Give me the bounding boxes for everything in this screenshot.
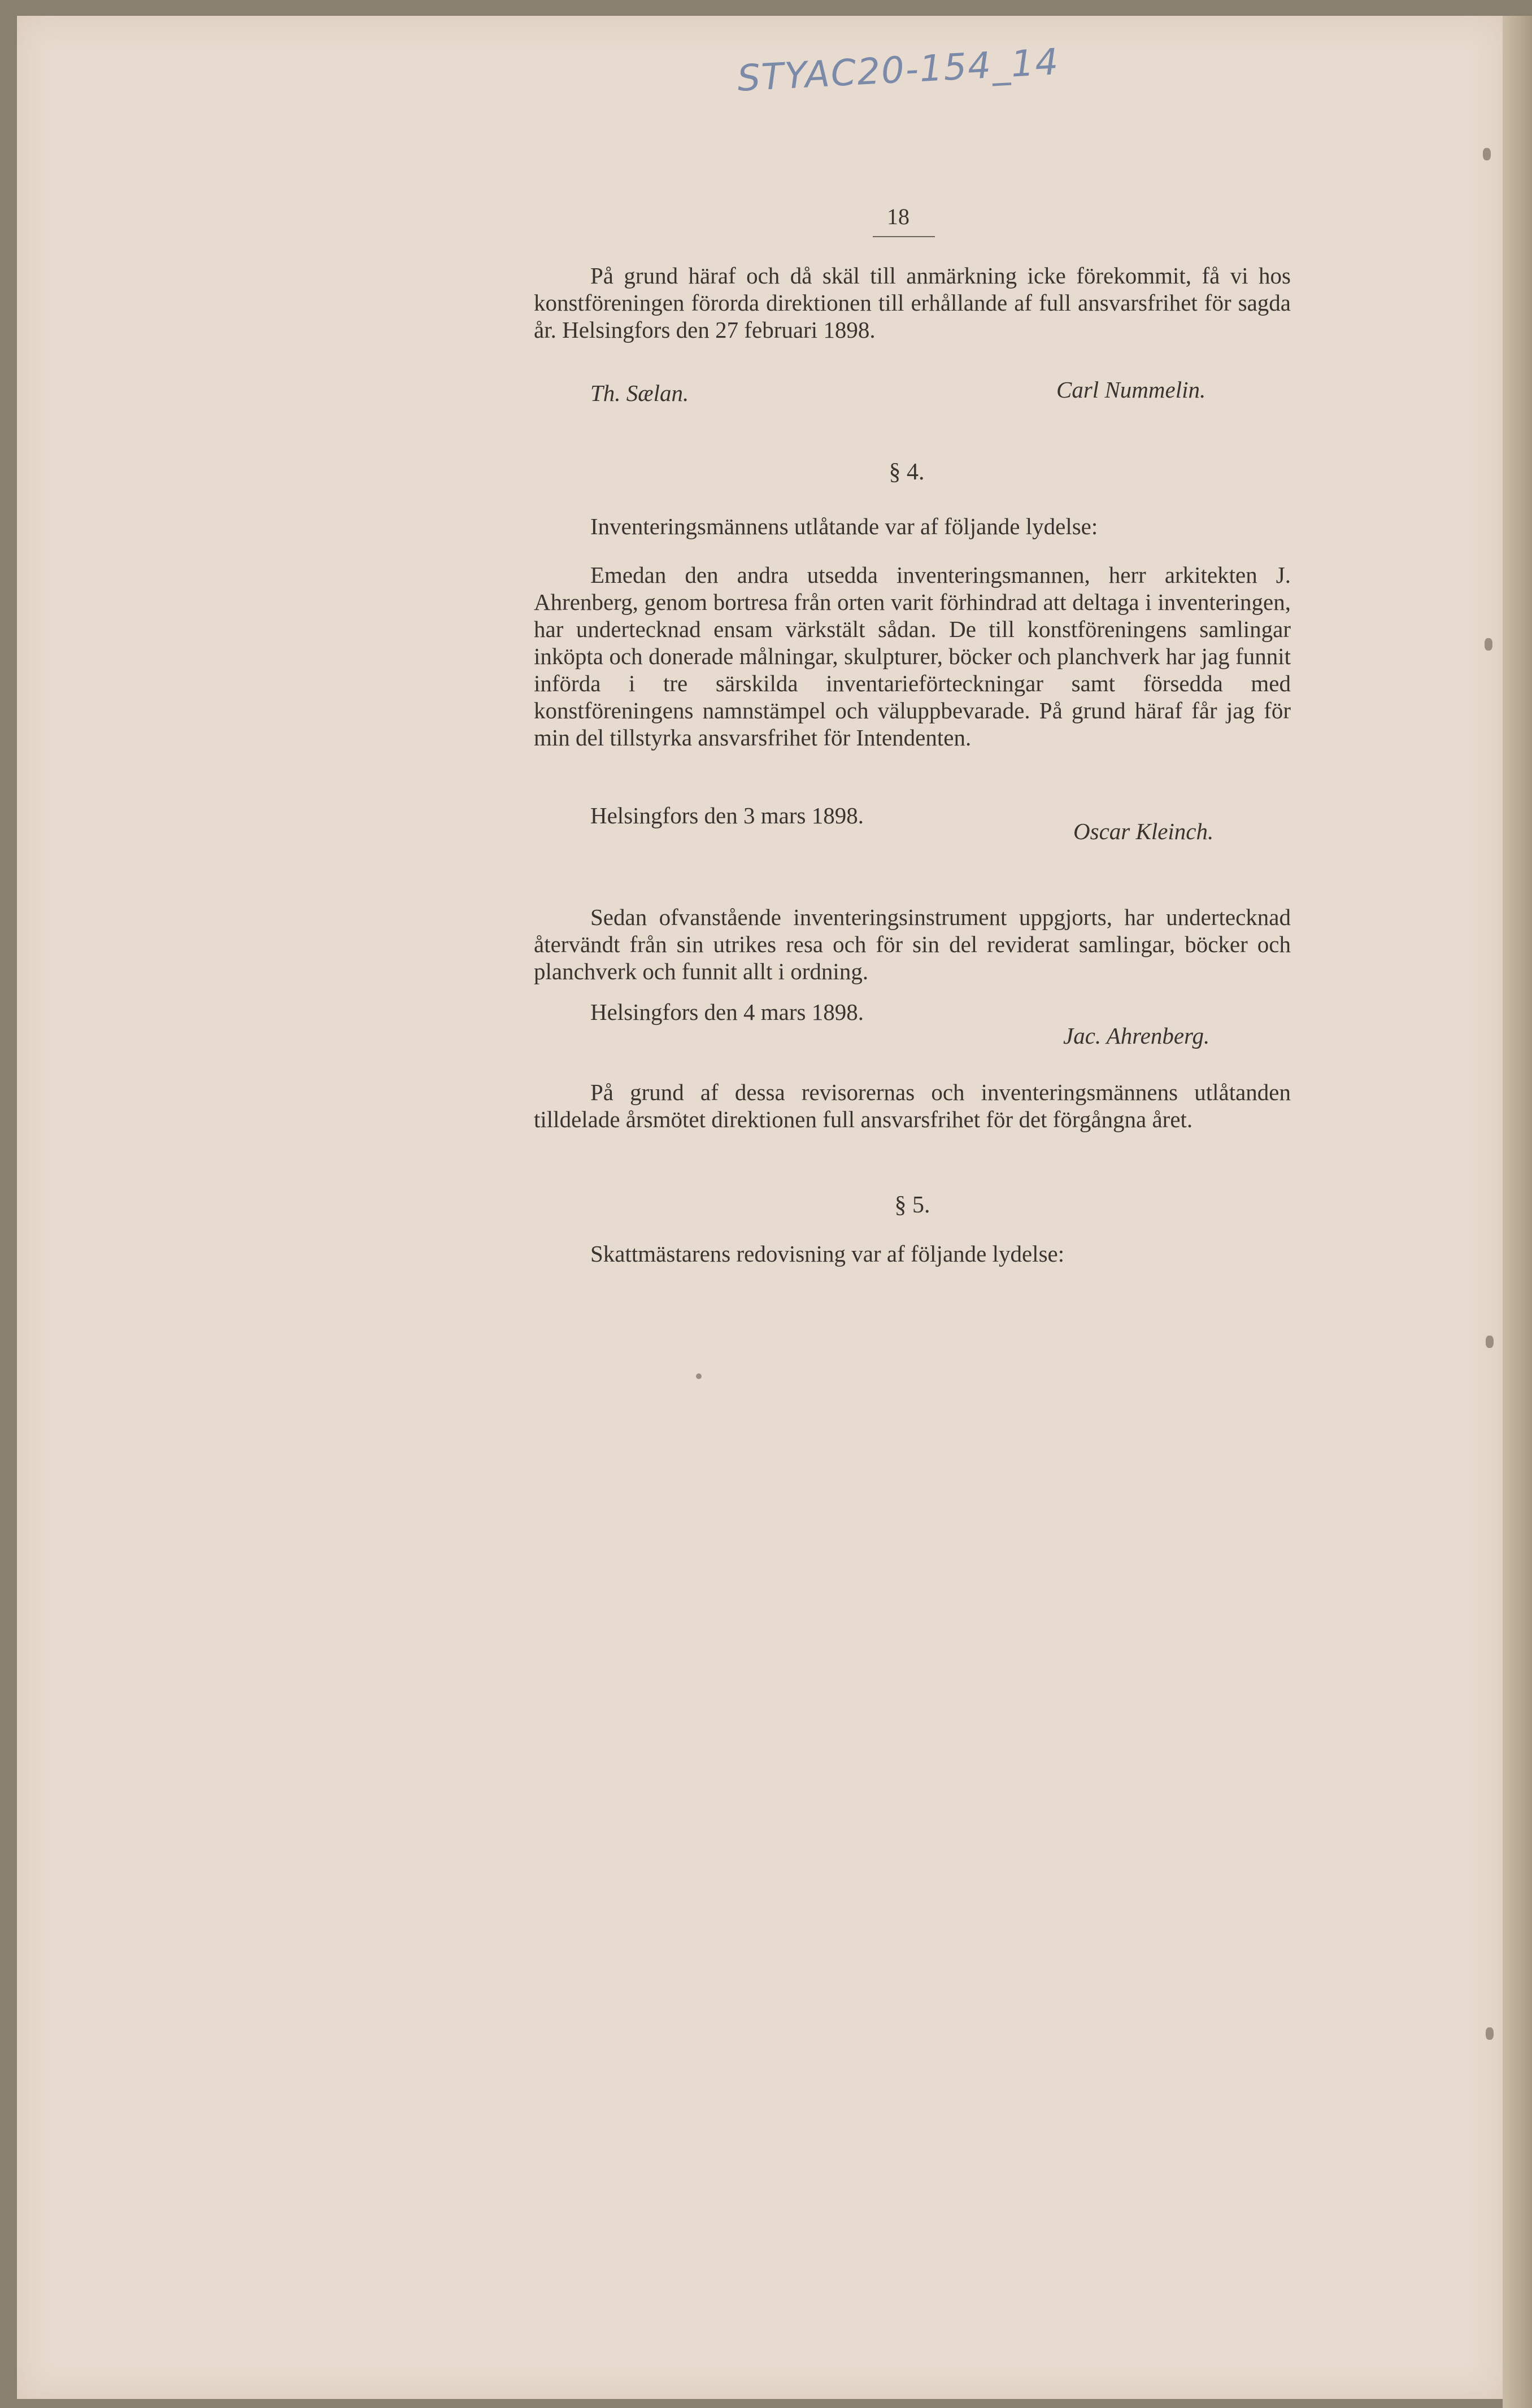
paragraph-3-text: Emedan den andra utsedda inventeringsmannen, herr arkitekten J. Ahrenberg, genom bortresa från orten varit förhindrad att deltaga i inventeringen, har undertecknad ensam värkstält sådan. De till konstföreningens samlingar inköpta och donerade målningar, skulpturer, böcker och planchverk har jag funnit införda i tre särskilda inventarieförteckningar samt försedda med konstföreningens namnstämpel och väluppbevarade. På grund häraf får jag för min del tillstyrka ansvarsfrihet för Intendenten. [534, 562, 1291, 751]
paragraph-4-text: Helsingfors den 3 mars 1898. [590, 802, 864, 828]
paragraph-1 [534, 262, 1291, 343]
paragraph-3 [534, 561, 1291, 751]
signature-kleinch: Oscar Kleinch. [1073, 818, 1214, 844]
archive-id-annotation: STYAC20-154_14 [736, 41, 1060, 100]
paragraph-5-text: Sedan ofvanstående inventeringsinstrument uppgjorts, har undertecknad återvändt från sin utrikes resa och för sin del reviderat samlingar, böcker och planchverk och funnit allt i ordning. [534, 904, 1291, 984]
paragraph-6-text: Helsingfors den 4 mars 1898. [590, 999, 864, 1025]
signature-saelan: Th. Sælan. [590, 380, 689, 406]
paragraph-2 [534, 513, 1291, 540]
paragraph-6 [534, 998, 1291, 1026]
document-page [17, 16, 1503, 2399]
signature-ahrenberg: Jac. Ahrenberg. [1063, 1023, 1210, 1049]
paragraph-7 [534, 1079, 1291, 1133]
page-edge [1503, 16, 1532, 2408]
binding-hole [1486, 1336, 1494, 1348]
paragraph-7-text: På grund af dessa revisorernas och inventeringsmännens utlåtanden tilldelade årsmötet direktionen full ansvarsfrihet för det förgångna året. [534, 1079, 1291, 1132]
paragraph-8 [534, 1240, 1291, 1267]
binding-hole [1483, 148, 1491, 160]
paragraph-8-text: Skattmästarens redovisning var af följande lydelse: [590, 1241, 1065, 1267]
paragraph-1-text: På grund häraf och då skäl till anmärkning icke förekommit, få vi hos konstföreningen förorda direktionen till erhållande af full ansvarsfrihet för sagda år. Helsingfors den 27 februari 1898. [534, 263, 1291, 343]
paper-speck [696, 1373, 702, 1379]
page-number-rule [873, 236, 935, 237]
binding-hole [1485, 638, 1492, 651]
section-4-heading: § 4. [889, 459, 925, 485]
signature-nummelin: Carl Nummelin. [1056, 377, 1206, 403]
binding-hole [1486, 2027, 1494, 2040]
page-number: 18 [887, 204, 909, 229]
section-5-heading: § 5. [894, 1192, 930, 1218]
paragraph-5 [534, 904, 1291, 985]
paragraph-2-text: Inventeringsmännens utlåtande var af följande lydelse: [590, 513, 1098, 539]
